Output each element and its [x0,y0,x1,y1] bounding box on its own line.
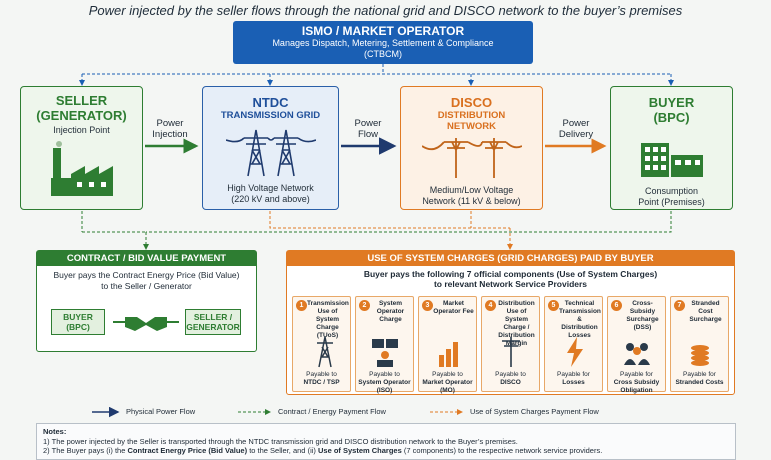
charge-component-7 [670,296,729,392]
diagram-title: Power injected by the seller flows through the national grid and DISCO network to the buyer’s premises [88,3,683,18]
seller-subtitle: (GENERATOR) [36,108,127,123]
component-payable [356,371,413,395]
charge-component-6 [607,296,666,392]
note2-b: Contract Energy Price (Bid Value) [127,446,248,455]
flow1-line2: Injection [152,129,188,140]
disco-title: DISCO [450,95,493,110]
disco-subtitle2: NETWORK [446,121,497,132]
component-number: 5 [548,300,559,311]
seller-box [20,86,143,210]
payable-label: Payable for [557,371,590,378]
flow2-line2: Flow [357,129,379,140]
people-icon [620,333,654,369]
component-name: Technical Transmission & Distribution Losses [559,300,601,339]
note-1: 1) The power injected by the Seller is transported through the NTDC transmission grid and DISCO distribution network to the Buyer’s premises. [43,436,518,446]
payable-target: DISCO [500,379,521,386]
contract-seller-line2: GENERATOR [186,322,240,332]
payable-target: Cross Subsidy Obligation [613,379,660,394]
payable-label: Payable to [495,371,526,378]
contract-text2: to the Seller / Generator [101,281,192,291]
component-name: Distribution Use of System Charge / Distribution Margin [498,300,535,347]
factory-icon [47,140,117,198]
payable-target: Market Operator (MO) [422,379,473,394]
component-payable [419,371,476,395]
power-flow-label [344,118,392,140]
contract-header: CONTRACT / BID VALUE PAYMENT [37,251,256,266]
ismo-line2: (CTBCM) [364,49,402,59]
component-number: 6 [611,300,622,311]
ntdc-title: NTDC [252,95,289,110]
flow2-line1: Power [354,118,382,129]
buyer-box [610,86,733,210]
ntdc-box [202,86,339,210]
charge-component-3 [418,296,477,392]
ismo-title: ISMO / MARKET OPERATOR [301,24,465,38]
payable-label: Payable for [683,371,716,378]
disco-box [400,86,543,210]
payable-label: Payable to [306,371,337,378]
ntdc-desc2: (220 kV and above) [231,194,310,204]
payable-label: Payable for [620,371,653,378]
notes-heading: Notes: [43,427,67,436]
notes-box [36,423,736,460]
charge-component-5 [544,296,603,392]
ismo-box [233,21,533,64]
note2-d: Use of System Charges [317,446,402,455]
utility-pole-icon [494,333,528,369]
flow3-line2: Delivery [558,129,594,140]
contract-text1: Buyer pays the Contract Energy Price (Bid Value) [53,270,240,280]
lightning-icon [557,333,591,369]
ntdc-desc1: High Voltage Network [227,183,314,193]
power-injection-label [146,118,194,140]
charges-header: USE OF SYSTEM CHARGES (GRID CHARGES) PAID BY BUYER [287,251,734,266]
ismo-arrowheads [79,80,674,86]
component-name: System Operator Charge [376,300,405,323]
component-payable [545,371,602,387]
contract-buyer-line1: BUYER [63,312,93,322]
handshake-icon [111,309,181,335]
charges-text [287,269,734,289]
note2-e: (7 components) to the respective network service providers. [401,446,603,455]
legend-uos: Use of System Charges Payment Flow [470,407,599,416]
component-payable [482,371,539,387]
utility-pole-icon [422,134,522,178]
contract-seller-line1: SELLER / [193,312,233,322]
disco-desc1: Medium/Low Voltage [429,185,514,195]
disco-subtitle1: DISTRIBUTION [437,110,506,121]
seller-title: SELLER [55,93,108,108]
payable-target: System Operator (ISO) [358,379,411,394]
note2-c: to the Seller, and (ii) [247,446,318,455]
buyer-desc2: Point (Premises) [638,197,705,207]
charges-text1: Buyer pays the following 7 official components (Use of System Charges) [363,269,658,279]
ntdc-subtitle: TRANSMISSION GRID [220,110,321,121]
buyer-title: BUYER [648,95,695,110]
transmission-tower-icon [305,333,339,369]
contract-seller-box [185,309,241,335]
power-delivery-label [548,118,604,140]
seller-injection-label: Injection Point [53,125,110,135]
coins-icon [683,333,717,369]
component-name: Cross-Subsidy Surcharge (DSS) [626,300,659,331]
component-payable [671,371,728,387]
transmission-tower-icon [226,124,316,178]
disco-desc2: Network (11 kV & below) [422,196,521,206]
control-room-icon [368,333,402,369]
buyer-subtitle: (BPC) [653,110,690,125]
flow1-line1: Power [156,118,184,129]
payable-label: Payable to [432,371,463,378]
buyer-desc1: Consumption [644,186,699,196]
payable-target: Stranded Costs [675,379,724,386]
note2-a: 2) The Buyer pays (i) the [43,446,128,455]
charge-component-2 [355,296,414,392]
component-number: 3 [422,300,433,311]
component-number: 7 [674,300,685,311]
legend-physical: Physical Power Flow [126,407,196,416]
legend-contract: Contract / Energy Payment Flow [278,407,386,416]
component-number: 1 [296,300,307,311]
component-name: Transmission Use of System Charge (TUoS) [307,300,349,339]
charge-component-1 [292,296,351,392]
contract-buyer-line2: (BPC) [66,322,90,332]
contract-buyer-box [51,309,105,335]
component-number: 4 [485,300,496,311]
charges-text2: to relevant Network Service Providers [433,279,588,289]
charge-component-4 [481,296,540,392]
component-payable [608,371,665,395]
buildings-icon [637,133,707,177]
contract-payment-panel [36,250,257,352]
bar-chart-icon [431,333,465,369]
component-number: 2 [359,300,370,311]
payable-target: NTDC / TSP [303,379,340,386]
component-name: Market Operator Fee [433,300,474,315]
note-2 [43,446,729,456]
payable-target: Losses [562,379,585,386]
component-payable [293,371,350,387]
component-name: Stranded Cost Surcharge [689,300,722,323]
ismo-line1: Manages Dispatch, Metering, Settlement & Compliance [272,38,494,48]
contract-text [37,270,256,292]
flow3-line1: Power [562,118,590,129]
payable-label: Payable to [369,371,400,378]
legend [90,405,710,419]
